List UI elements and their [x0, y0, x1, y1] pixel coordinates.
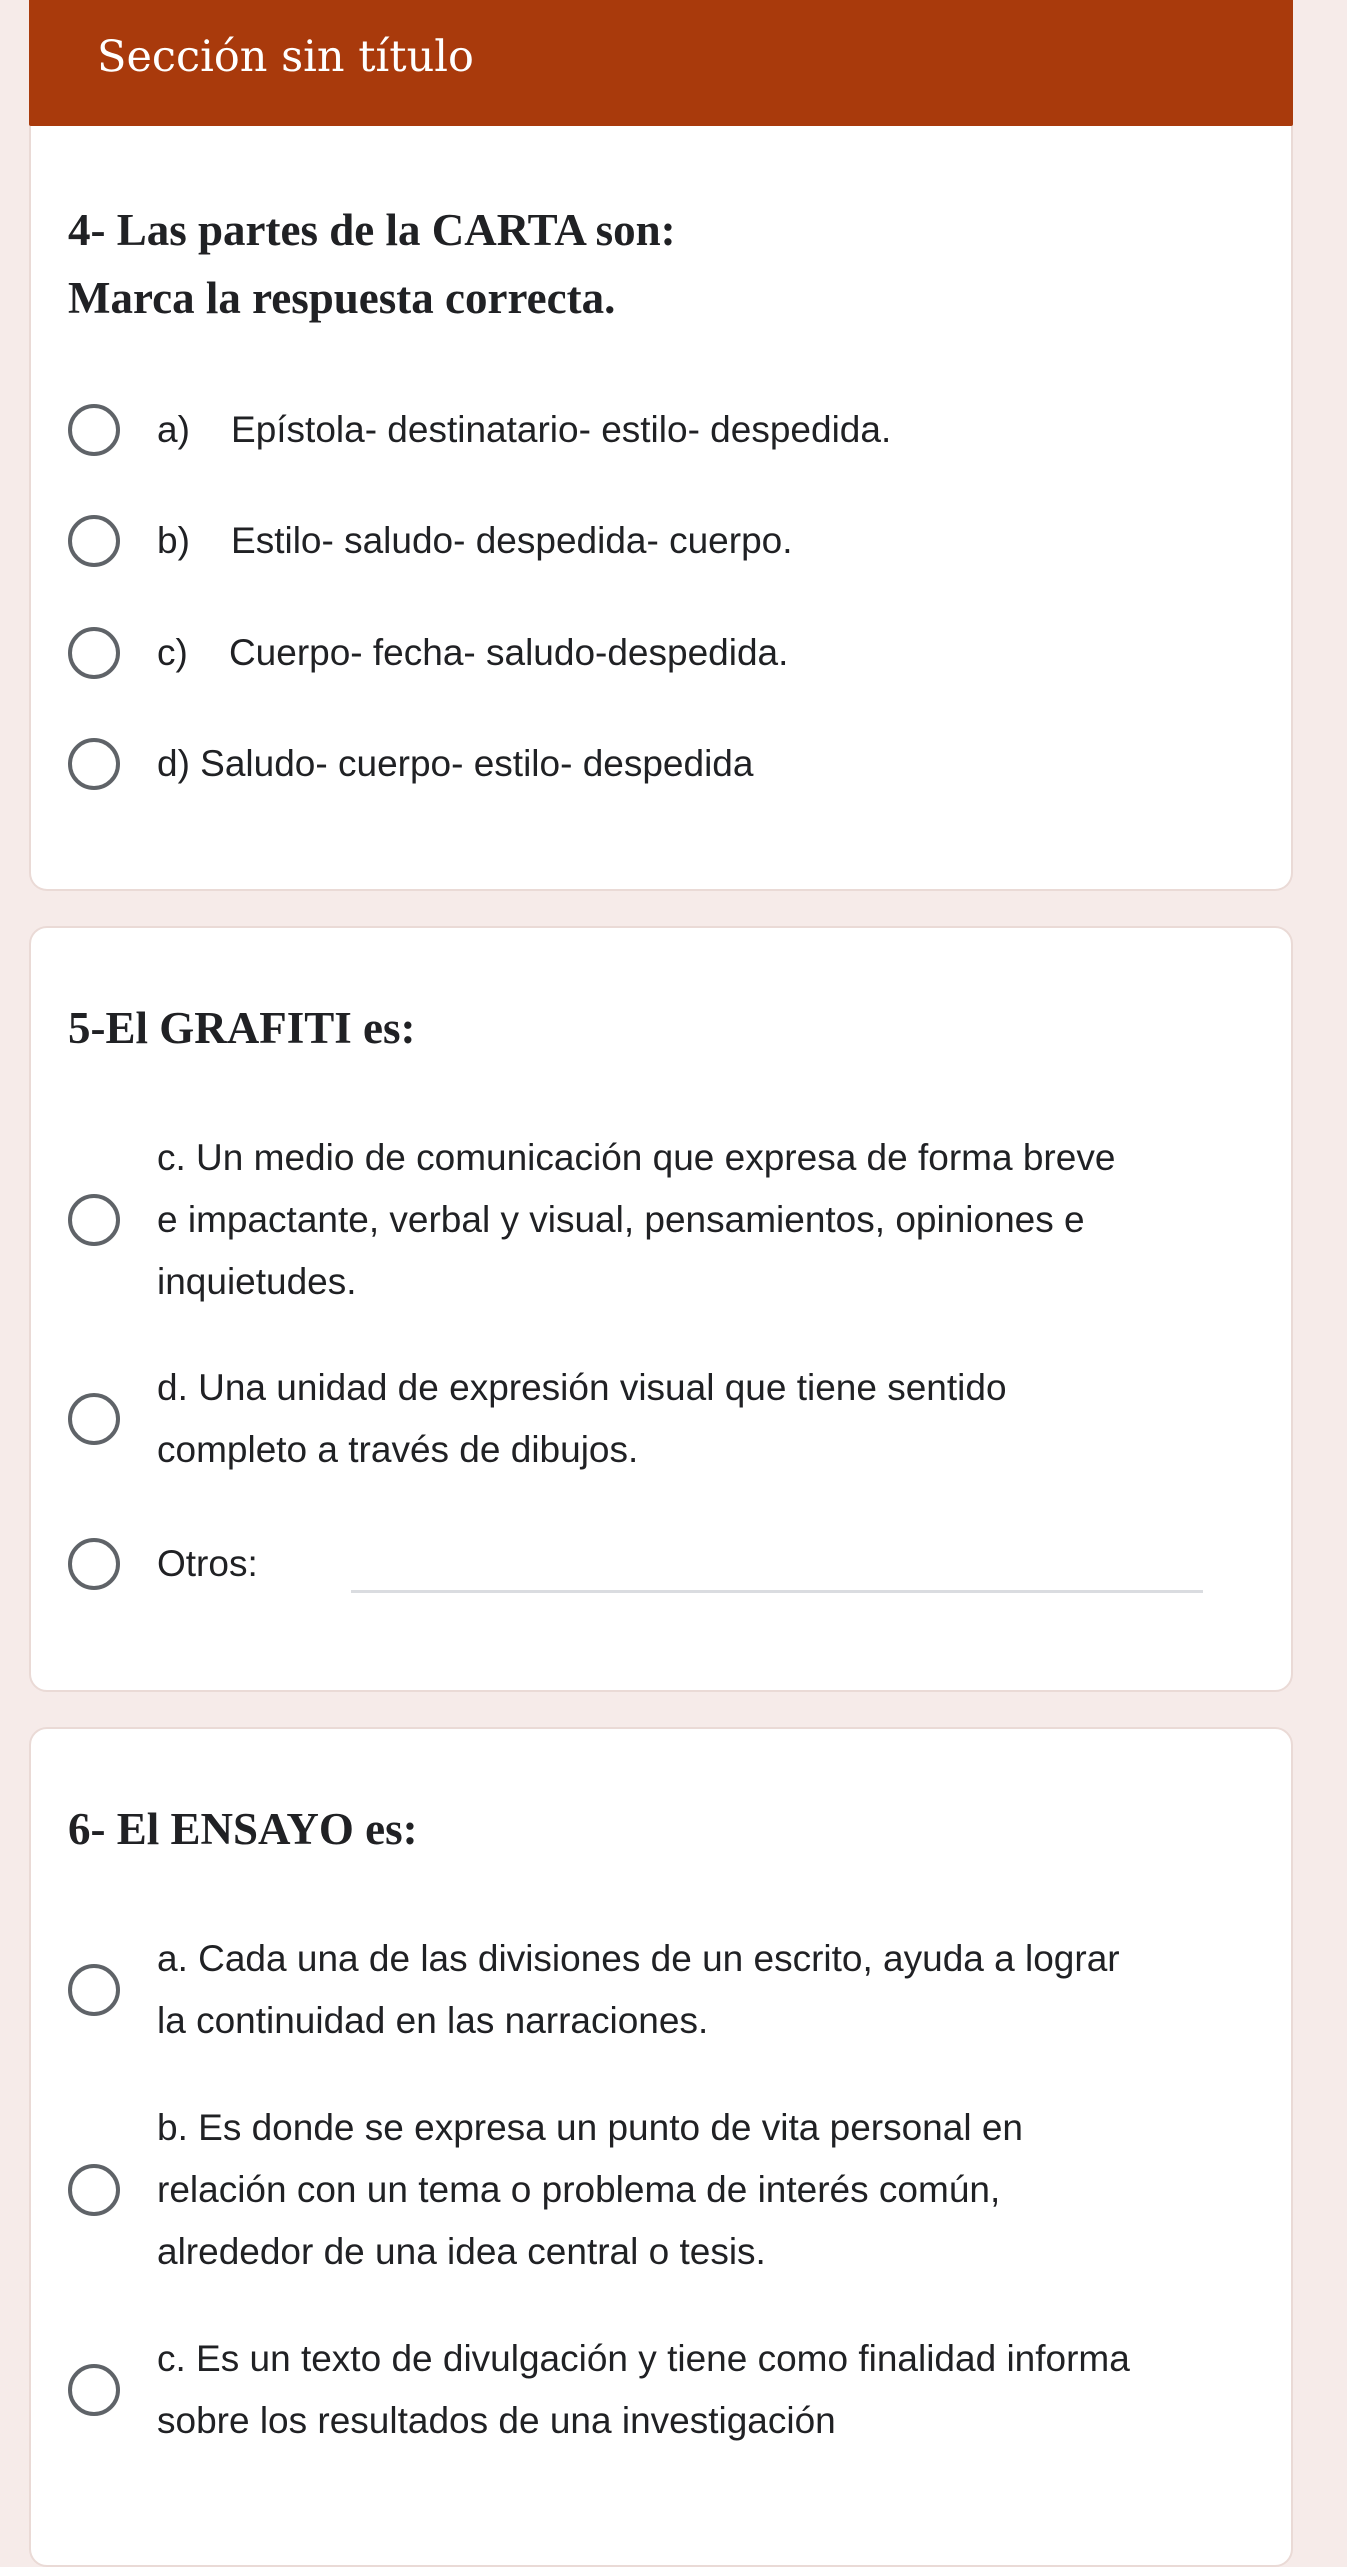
- radio-button[interactable]: [68, 1964, 120, 2016]
- q4-title-line1: 4- Las partes de la CARTA son:: [68, 205, 676, 255]
- q6-option-a[interactable]: [68, 1928, 1198, 2052]
- q4-option-b[interactable]: [68, 510, 1198, 572]
- radio-button[interactable]: [68, 515, 120, 567]
- q6-option-c[interactable]: [68, 2328, 1198, 2452]
- option-label: a. Cada una de las divisiones de un escrito, ayuda a lograr la continuidad en las narraciones.: [157, 1938, 1120, 2041]
- q5-title: 5-El GRAFITI es:: [68, 1003, 416, 1053]
- section-header: [29, 0, 1293, 126]
- option-label: c) Cuerpo- fecha- saludo-despedida.: [157, 632, 789, 673]
- option-label: a) Epístola- destinatario- estilo- despedida.: [157, 409, 892, 450]
- q4-title-line2: Marca la respuesta correcta.: [68, 273, 616, 323]
- section-title: Sección sin título: [97, 32, 474, 82]
- radio-button[interactable]: [68, 2364, 120, 2416]
- option-label: d. Una unidad de expresión visual que tiene sentido completo a través de dibujos.: [157, 1367, 1007, 1470]
- option-label: c. Un medio de comunicación que expresa de forma breve e impactante, verbal y visual, pensamientos, opiniones e inquietudes.: [157, 1137, 1116, 1302]
- option-label: b. Es donde se expresa un punto de vita personal en relación con un tema o problema de interés común, alrededor de una idea central o tesis.: [157, 2107, 1023, 2272]
- option-label: d) Saludo- cuerpo- estilo- despedida: [157, 743, 754, 784]
- option-label: Otros:: [157, 1543, 258, 1584]
- q6-title: 6- El ENSAYO es:: [68, 1804, 418, 1854]
- q4-option-d[interactable]: [68, 733, 1198, 795]
- radio-button[interactable]: [68, 1393, 120, 1445]
- q5-option-d[interactable]: [68, 1357, 1198, 1481]
- q6-option-b[interactable]: [68, 2097, 1198, 2283]
- radio-button[interactable]: [68, 627, 120, 679]
- radio-button[interactable]: [68, 404, 120, 456]
- other-text-input[interactable]: [351, 1590, 1203, 1593]
- option-label: c. Es un texto de divulgación y tiene como finalidad informa sobre los resultados de una investigación: [157, 2338, 1130, 2441]
- q4-option-c[interactable]: [68, 622, 1198, 684]
- radio-button[interactable]: [68, 738, 120, 790]
- radio-button[interactable]: [68, 2164, 120, 2216]
- option-label: b) Estilo- saludo- despedida- cuerpo.: [157, 520, 793, 561]
- q5-option-other[interactable]: [68, 1533, 1198, 1595]
- q5-option-c[interactable]: [68, 1127, 1198, 1313]
- radio-button[interactable]: [68, 1194, 120, 1246]
- q4-option-a[interactable]: [68, 399, 1198, 461]
- radio-button[interactable]: [68, 1538, 120, 1590]
